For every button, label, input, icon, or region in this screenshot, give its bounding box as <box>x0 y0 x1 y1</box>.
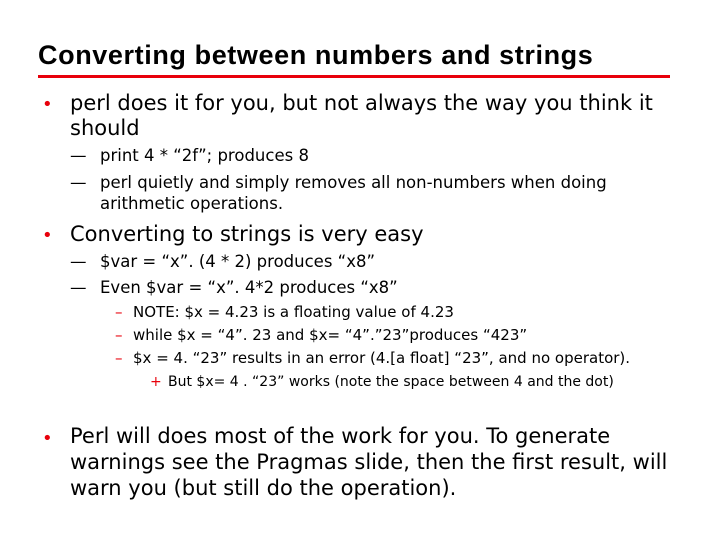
slide-title: Converting between numbers and strings <box>38 40 594 70</box>
bullet-1-line-1: perl does it for you, but not always the way you think it <box>70 91 653 115</box>
bullet-marker: • <box>42 225 53 246</box>
bullet-2-subsub-2: while $x = “4”. 23 and $x= “4”.”23”produces “423” <box>133 326 528 344</box>
bullet-marker: • <box>42 428 53 449</box>
bullet-2-level4-1: But $x= 4 . “23” works (note the space between 4 and the dot) <box>168 374 614 390</box>
bullet-marker: • <box>42 94 53 115</box>
bullet-2-sub-2: Even $var = “x”. 4*2 produces “x8” <box>100 278 398 297</box>
bullet-2-line-1: Converting to strings is very easy <box>70 222 424 246</box>
bullet-3-line-2: warnings see the Pragmas slide, then the first result, will <box>70 450 668 474</box>
dash-marker: — <box>70 146 87 165</box>
dash-marker: — <box>70 252 87 271</box>
bullet-1-sub-2-line-2: arithmetic operations. <box>100 194 284 213</box>
endash-marker: – <box>115 303 123 321</box>
bullet-1-sub-1: print 4 * “2f”; produces 8 <box>100 146 309 165</box>
bullet-3-line-3: warn you (but still do the operation). <box>70 476 457 500</box>
bullet-3-line-1: Perl will does most of the work for you. To generate <box>70 424 611 448</box>
title-underline <box>38 75 670 78</box>
bullet-1-sub-2-line-1: perl quietly and simply removes all non-numbers when doing <box>100 173 607 192</box>
dash-marker: — <box>70 278 87 297</box>
bullet-2-sub-1: $var = “x”. (4 * 2) produces “x8” <box>100 252 376 271</box>
bullet-2-subsub-1: NOTE: $x = 4.23 is a floating value of 4.23 <box>133 303 454 321</box>
plus-marker: + <box>150 374 162 390</box>
endash-marker: – <box>115 349 123 367</box>
endash-marker: – <box>115 326 123 344</box>
bullet-2-subsub-3: $x = 4. “23” results in an error (4.[a float] “23”, and no operator). <box>133 349 631 367</box>
bullet-1-line-2: should <box>70 116 140 140</box>
dash-marker: — <box>70 173 87 192</box>
